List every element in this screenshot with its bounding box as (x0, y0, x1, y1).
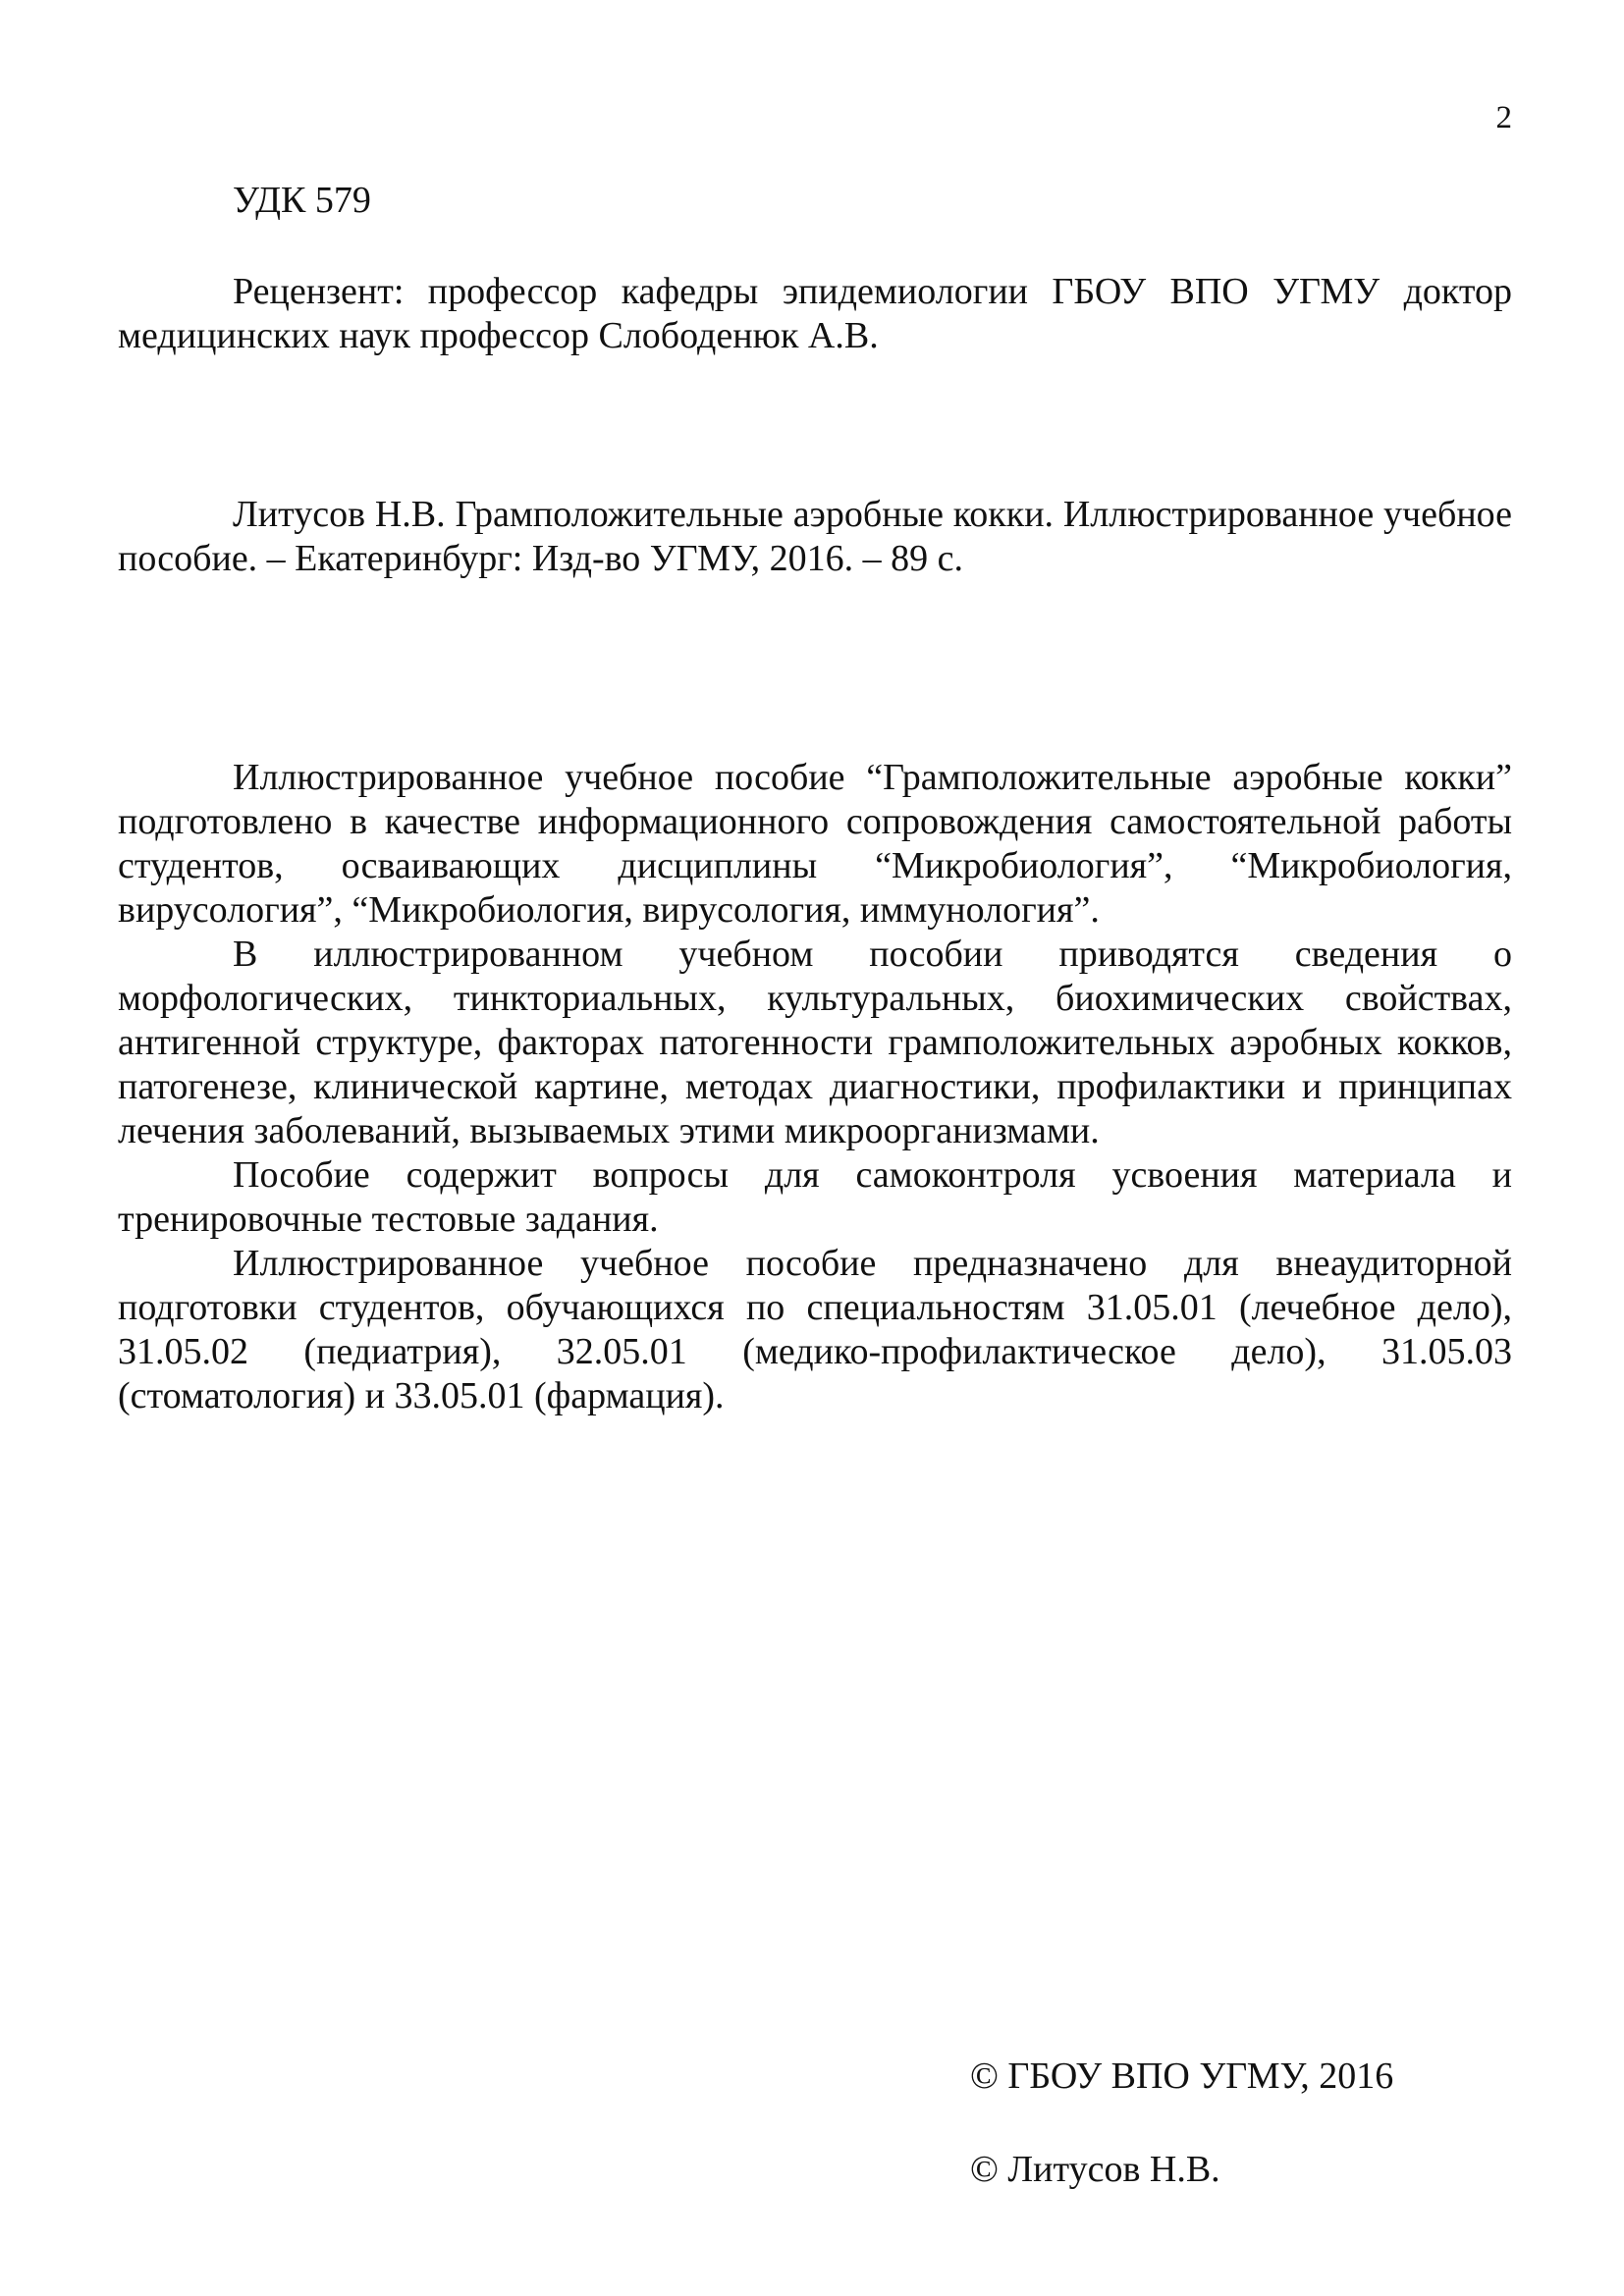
copyright-publisher: © ГБОУ ВПО УГМУ, 2016 (970, 2056, 1394, 2097)
abstract-block (118, 756, 1512, 1418)
abstract-paragraph: Иллюстрированное учебное пособие “Грамположительные аэробные кокки” подготовлено в качестве информационного сопровождения самостоятельной работы студентов, осваивающих дисциплины “Микробиология”, “Микробиология, вирусология”, “Микробиология, вирусология, иммунология”. (118, 757, 1512, 931)
udk-code: УДК 579 (233, 180, 371, 221)
reviewer-block (118, 270, 1512, 358)
citation-text: Литусов Н.В. Грамположительные аэробные кокки. Иллюстрированное учебное пособие. – Екатеринбург: Изд-во УГМУ, 2016. – 89 с. (118, 494, 1512, 579)
page-number: 2 (1495, 100, 1512, 135)
abstract-paragraph: Иллюстрированное учебное пособие предназначено для внеаудиторной подготовки студентов, обучающихся по специальностям 31.05.01 (лечебное дело), 31.05.02 (педиатрия), 32.05.01 (медико-профилактическое дело), 31.05.03 (стоматология) и 33.05.01 (фармация). (118, 1243, 1512, 1416)
copyright-author: © Литусов Н.В. (970, 2149, 1220, 2190)
reviewer-text: Рецензент: профессор кафедры эпидемиологии ГБОУ ВПО УГМУ доктор медицинских наук профессор Слободенюк А.В. (118, 271, 1512, 356)
abstract-paragraph: В иллюстрированном учебном пособии приводятся сведения о морфологических, тинкториальных, культуральных, биохимических свойствах, антигенной структуре, факторах патогенности грамположительных аэробных кокков, патогенезе, клинической картине, методах диагностики, профилактики и принципах лечения заболеваний, вызываемых этими микроорганизмами. (118, 934, 1512, 1151)
citation-block (118, 493, 1512, 581)
abstract-paragraph: Пособие содержит вопросы для самоконтроля усвоения материала и тренировочные тестовые задания. (118, 1154, 1512, 1240)
